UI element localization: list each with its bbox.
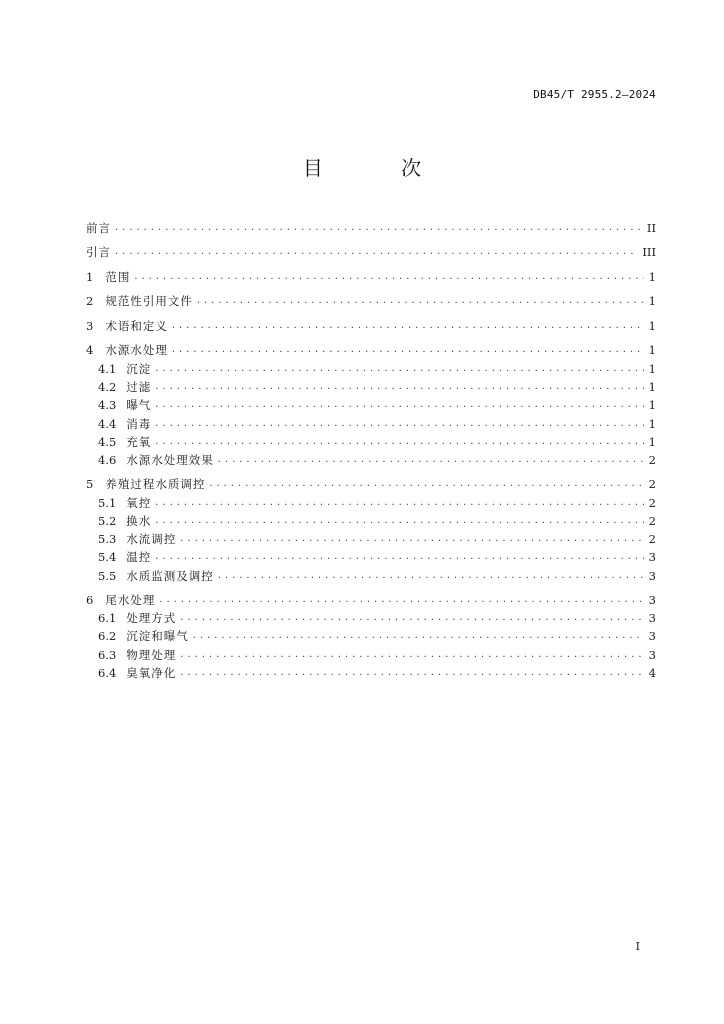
- toc-entry[interactable]: [98, 416, 656, 432]
- toc-dot-leader: [155, 361, 644, 377]
- toc-dot-leader: [209, 476, 644, 492]
- toc-entry[interactable]: [98, 379, 656, 395]
- toc-entry-page: 1: [648, 380, 656, 394]
- toc-entry[interactable]: [86, 220, 656, 236]
- toc-entry-page: 1: [648, 343, 656, 357]
- toc-entry-number: 6.2: [98, 629, 117, 643]
- toc-entry-label: 范围: [105, 270, 131, 284]
- toc-entry[interactable]: [98, 361, 656, 377]
- toc-entry[interactable]: [98, 531, 656, 547]
- toc-dot-leader: [180, 610, 644, 626]
- toc-entry-label: 过滤: [126, 380, 152, 394]
- toc-dot-leader: [155, 549, 644, 565]
- toc-dot-leader: [180, 647, 644, 663]
- toc-entry-number: 4: [86, 343, 94, 357]
- toc-entry-number: 5.1: [98, 496, 117, 510]
- toc-entry-page: 3: [648, 550, 656, 564]
- toc-dot-leader: [115, 244, 638, 260]
- toc-entry-number: 4.5: [98, 435, 117, 449]
- toc-entry-page: 3: [648, 569, 656, 583]
- toc-entry[interactable]: [98, 628, 656, 644]
- toc-entry[interactable]: [98, 452, 656, 468]
- toc-entry-label: 氧控: [126, 496, 152, 510]
- toc-entry-number: 4.2: [98, 380, 117, 394]
- toc-entry-number: 4.1: [98, 362, 117, 376]
- toc-dot-leader: [155, 513, 644, 529]
- toc-entry-page: 1: [648, 319, 656, 333]
- toc-entry-page: 1: [648, 294, 656, 308]
- toc-entry-number: 5.3: [98, 532, 117, 546]
- toc-entry[interactable]: [86, 269, 656, 285]
- toc-entry-label: 术语和定义: [105, 319, 168, 333]
- toc-entry-label: 前言: [86, 221, 111, 235]
- toc-dot-leader: [155, 379, 644, 395]
- toc-entry[interactable]: [86, 476, 656, 492]
- toc-entry-page: II: [646, 221, 656, 235]
- toc-entry-label: 处理方式: [126, 611, 177, 625]
- toc-dot-leader: [218, 452, 644, 468]
- toc-entry-number: 5.4: [98, 550, 117, 564]
- toc-entry-label: 沉淀和曝气: [126, 629, 189, 643]
- toc-entry[interactable]: [98, 549, 656, 565]
- toc-entry-number: 3: [86, 319, 94, 333]
- toc-dot-leader: [134, 269, 644, 285]
- toc-entry-label: 物理处理: [126, 648, 177, 662]
- toc-entry-label: 水源水处理效果: [126, 453, 214, 467]
- toc-entry-number: 6.3: [98, 648, 117, 662]
- toc-entry[interactable]: [86, 244, 656, 260]
- toc-dot-leader: [172, 318, 644, 334]
- toc-dot-leader: [155, 397, 644, 413]
- toc-dot-leader: [159, 592, 644, 608]
- page-title: 目 次: [302, 156, 458, 180]
- toc-dot-leader: [155, 434, 644, 450]
- toc-entry-number: 1: [86, 270, 94, 284]
- toc-entry-page: 1: [648, 398, 656, 412]
- toc-entry-label: 换水: [126, 514, 152, 528]
- toc-entry[interactable]: [98, 495, 656, 511]
- toc-entry-label: 充氧: [126, 435, 152, 449]
- toc-entry-page: 3: [648, 611, 656, 625]
- toc-entry[interactable]: [98, 610, 656, 626]
- toc-entry-number: 6.4: [98, 666, 117, 680]
- toc-entry-number: 4.3: [98, 398, 117, 412]
- page-number: I: [635, 940, 640, 953]
- toc-entry-label: 规范性引用文件: [105, 294, 193, 308]
- toc-entry-label: 水质监测及调控: [126, 569, 214, 583]
- toc-dot-leader: [115, 220, 643, 236]
- toc-dot-leader: [155, 495, 644, 511]
- toc-dot-leader: [180, 665, 644, 681]
- toc-entry-page: 2: [648, 477, 656, 491]
- toc-entry-number: 4.4: [98, 417, 117, 431]
- toc-entry[interactable]: [98, 647, 656, 663]
- toc-entry-number: 5.2: [98, 514, 117, 528]
- toc-entry[interactable]: [86, 318, 656, 334]
- toc-dot-leader: [155, 416, 644, 432]
- document-code: DB45/T 2955.2—2024: [533, 88, 656, 101]
- toc-entry-page: 3: [648, 593, 656, 607]
- toc-entry-number: 6.1: [98, 611, 117, 625]
- toc-entry-label: 消毒: [126, 417, 152, 431]
- toc-entry-number: 5.5: [98, 569, 117, 583]
- toc-entry-page: 1: [648, 435, 656, 449]
- toc-entry[interactable]: [86, 592, 656, 608]
- toc-dot-leader: [172, 342, 644, 358]
- toc-entry-label: 养殖过程水质调控: [105, 477, 206, 491]
- toc-entry-label: 沉淀: [126, 362, 152, 376]
- toc-entry-number: 5: [86, 477, 94, 491]
- toc-entry-label: 曝气: [126, 398, 152, 412]
- toc-entry-page: 2: [648, 532, 656, 546]
- toc-entry-page: 3: [648, 629, 656, 643]
- toc-dot-leader: [218, 568, 644, 584]
- toc-entry[interactable]: [98, 397, 656, 413]
- toc-entry-page: 2: [648, 496, 656, 510]
- toc-entry-page: 1: [648, 270, 656, 284]
- toc-entry-label: 臭氧净化: [126, 666, 177, 680]
- toc-entry-number: 6: [86, 593, 94, 607]
- toc-entry-page: 3: [648, 648, 656, 662]
- toc-entry[interactable]: [86, 293, 656, 309]
- toc-dot-leader: [197, 293, 644, 309]
- toc-entry-label: 引言: [86, 245, 111, 259]
- toc-entry-label: 温控: [126, 550, 152, 564]
- toc-dot-leader: [180, 531, 644, 547]
- toc-entry-number: 4.6: [98, 453, 117, 467]
- toc-entry[interactable]: [98, 434, 656, 450]
- toc-entry-label: 尾水处理: [105, 593, 156, 607]
- toc-entry[interactable]: [86, 342, 656, 358]
- toc-entry-page: 4: [648, 666, 656, 680]
- toc-entry-page: 2: [648, 514, 656, 528]
- toc-entry[interactable]: [98, 568, 656, 584]
- toc-entry-number: 2: [86, 294, 94, 308]
- toc-entry[interactable]: [98, 513, 656, 529]
- toc-entry-label: 水源水处理: [105, 343, 168, 357]
- toc-entry-label: 水流调控: [126, 532, 177, 546]
- toc-entry[interactable]: [98, 665, 656, 681]
- toc-entry-page: 1: [648, 417, 656, 431]
- toc-dot-leader: [193, 628, 644, 644]
- toc-entry-page: III: [642, 245, 656, 259]
- toc-entry-page: 1: [648, 362, 656, 376]
- toc-entry-page: 2: [648, 453, 656, 467]
